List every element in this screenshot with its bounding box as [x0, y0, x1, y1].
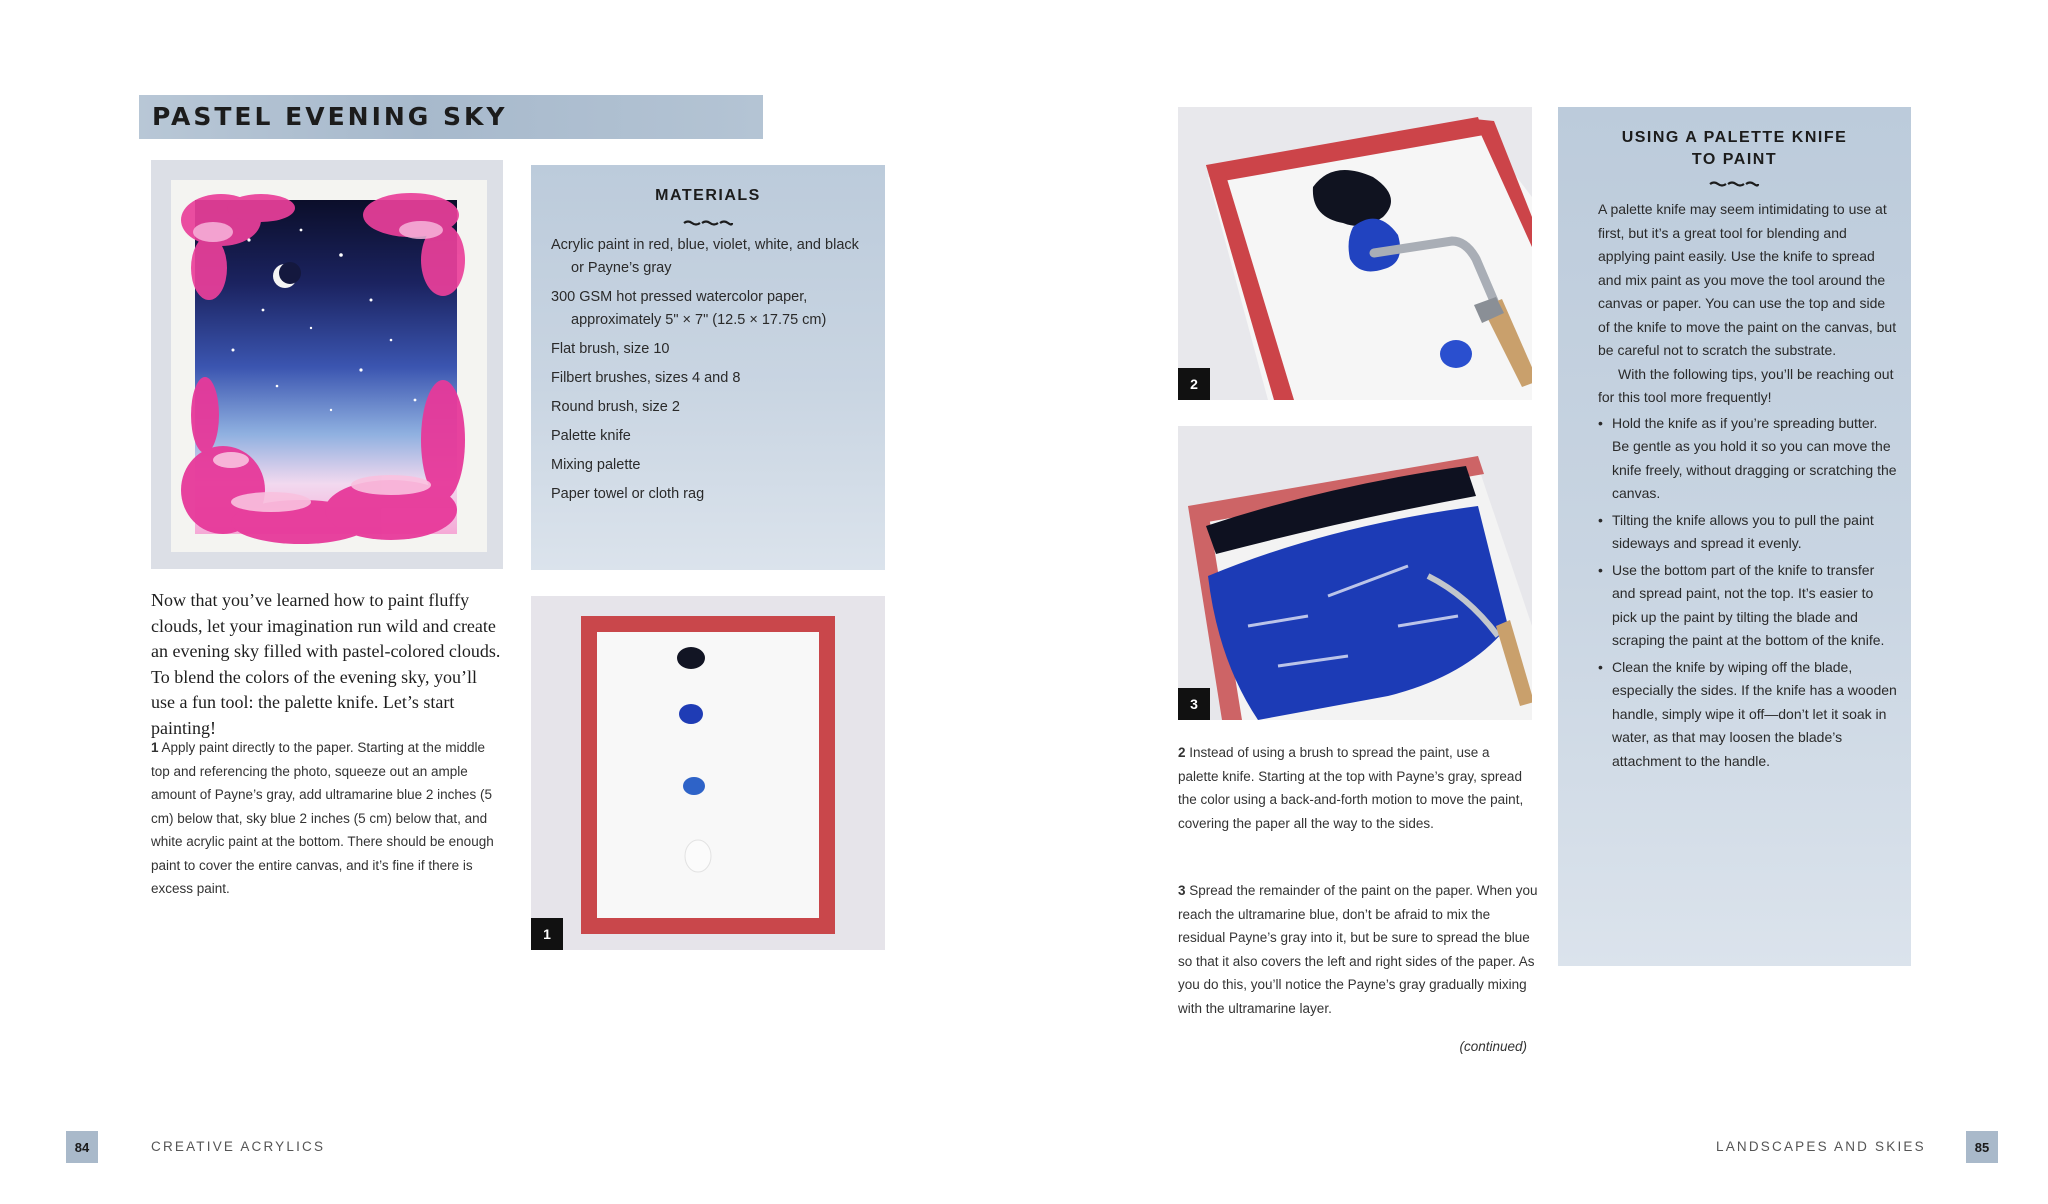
materials-heading: MATERIALS: [655, 187, 761, 204]
tip-body: [1598, 198, 1898, 776]
tip-bullet: • Hold the knife as if you’re spreading butter. Be gentle as you hold it so you can move the knife freely, without dragging or scratching the canvas.: [1598, 412, 1898, 506]
finished-painting-photo: [151, 160, 503, 569]
squiggle-divider-icon: [1708, 180, 1760, 188]
step-number: 2: [1178, 745, 1186, 760]
squiggle-divider-icon: [682, 219, 734, 227]
materials-item: Round brush, size 2: [551, 399, 680, 415]
page-title: PASTEL EVENING SKY: [152, 102, 508, 131]
step-1-text: [151, 736, 507, 901]
running-head-right: LANDSCAPES AND SKIES: [1716, 1139, 1926, 1154]
materials-item: Palette knife: [551, 428, 631, 444]
step-3-badge: 3: [1178, 688, 1210, 720]
intro-paragraph: Now that you’ve learned how to paint fluffy clouds, let your imagination run wild and create an evening sky filled with pastel-colored clouds. To blend the colors of the evening sky, you’ll use a fun tool: the palette knife. Let’s start painting!: [151, 590, 501, 738]
step-2-photo: [1178, 107, 1532, 400]
materials-item: Flat brush, size 10: [551, 341, 670, 357]
step-1-badge: 1: [531, 918, 563, 950]
title-banner: [139, 95, 763, 139]
running-head-left: CREATIVE ACRYLICS: [151, 1139, 326, 1154]
tip-heading-line1: USING A PALETTE KNIFE: [1621, 129, 1848, 146]
step-3-photo: [1178, 426, 1532, 720]
tip-heading-line2: TO PAINT: [1691, 151, 1778, 168]
step-2-badge: 2: [1178, 368, 1210, 400]
tip-bullet: • Use the bottom part of the knife to transfer and spread paint, not the top. It’s easier to pick up the paint by tilting the blade and scraping the paint at the bottom of the knife.: [1598, 559, 1898, 653]
materials-box: [531, 165, 885, 570]
tip-heading: [1558, 127, 1911, 171]
materials-item: Paper towel or cloth rag: [551, 486, 705, 502]
page-number-left: 84: [66, 1131, 98, 1163]
tip-paragraph: With the following tips, you’ll be reaching out for this tool more frequently!: [1598, 365, 1894, 405]
step-3-text: [1178, 879, 1538, 1020]
materials-item: Filbert brushes, sizes 4 and 8: [551, 370, 741, 386]
step-number: 1: [151, 740, 159, 755]
step-1-photo: [531, 596, 885, 950]
step-body: Spread the remainder of the paint on the paper. When you reach the ultramarine blue, don’t be afraid to mix the residual Payne’s gray into it, but be sure to spread the blue so that it also covers the left and right sides of the paper. As you do this, you’ll notice the Payne’s gray gradually mixing with the ultramarine layer.: [1178, 883, 1538, 1016]
materials-item: Mixing palette: [551, 457, 641, 473]
materials-item: 300 GSM hot pressed watercolor paper, approximately 5" × 7" (12.5 × 17.75 cm): [551, 289, 827, 328]
materials-list: [551, 234, 869, 512]
materials-item: Acrylic paint in red, blue, violet, white, and black or Payne’s gray: [551, 237, 859, 276]
tip-bullet: • Clean the knife by wiping off the blade, especially the sides. If the knife has a wooden handle, simply wipe it off—don’t let it soak in water, as that may loosen the blade’s attachment to the handle.: [1598, 656, 1898, 774]
step-body: Apply paint directly to the paper. Starting at the middle top and referencing the photo, squeeze out an ample amount of Payne’s gray, add ultramarine blue 2 inches (5 cm) below that, sky blue 2 inches (5 cm) below that, and white acrylic paint at the bottom. There should be enough paint to cover the entire canvas, and it’s fine if there is excess paint.: [151, 740, 494, 896]
tip-bullet: • Tilting the knife allows you to pull the paint sideways and spread it evenly.: [1598, 509, 1898, 556]
continued-note: (continued): [1459, 1039, 1527, 1054]
step-2-text: [1178, 741, 1532, 835]
tip-paragraph: A palette knife may seem intimidating to use at first, but it’s a great tool for blending and applying paint easily. Use the knife to spread and mix paint as you move the tool around the canvas or paper. You can use the top and side of the knife to move the paint on the canvas, but be careful not to scratch the substrate.: [1598, 201, 1897, 358]
page-number-right: 85: [1966, 1131, 1998, 1163]
palette-knife-tip-box: [1558, 107, 1911, 966]
step-number: 3: [1178, 883, 1186, 898]
tip-bullet-list: [1598, 412, 1898, 774]
step-body: Instead of using a brush to spread the paint, use a palette knife. Starting at the top with Payne’s gray, spread the color using a back-and-forth motion to move the paint, covering the paper all the way to the sides.: [1178, 745, 1524, 831]
